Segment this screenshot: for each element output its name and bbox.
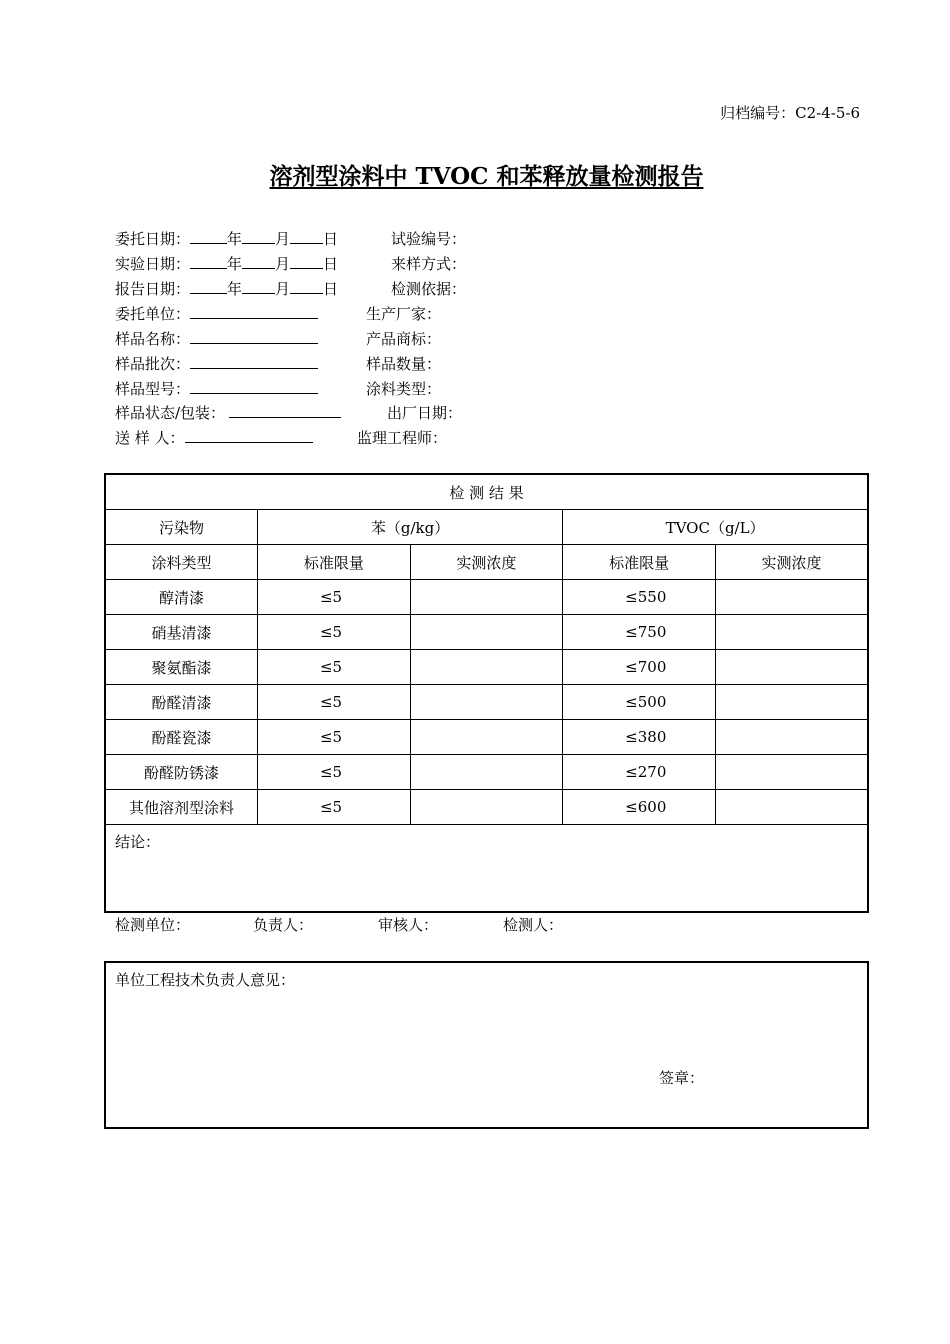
- archive-number: 归档编号：C2-4-5-6: [720, 104, 860, 122]
- entrust-date-line: [115, 228, 467, 252]
- test-unit-label: 检测单位：: [115, 916, 191, 934]
- report-date-label: 报告日期：: [115, 280, 191, 298]
- benzene-limit-header: 标准限量: [257, 545, 410, 580]
- coating-type-cell: 酚醛瓷漆: [105, 720, 257, 755]
- table-row: [105, 720, 868, 755]
- benzene-measured-cell[interactable]: [410, 650, 562, 685]
- tester-label: 检测人：: [503, 916, 564, 934]
- benzene-measured-cell[interactable]: [410, 685, 562, 720]
- sample-batch-label: 样品批次：: [115, 355, 191, 373]
- tvoc-measured-header: 实测浓度: [715, 545, 868, 580]
- tvoc-limit-cell: ≤270: [563, 755, 716, 790]
- sample-state-blank[interactable]: [229, 403, 341, 418]
- month-label: 月: [275, 230, 291, 248]
- test-basis-label: 检测依据：: [391, 280, 467, 298]
- factory-date-label: 出厂日期：: [387, 404, 463, 422]
- month-blank[interactable]: [242, 279, 275, 294]
- manufacturer-label: 生产厂家：: [366, 305, 442, 323]
- opinion-label: 单位工程技术负责人意见：: [115, 971, 296, 989]
- sample-model-label: 样品型号：: [115, 380, 191, 398]
- report-date-line: [115, 278, 467, 302]
- coating-type-cell: 硝基清漆: [105, 615, 257, 650]
- supervisor-label: 监理工程师：: [357, 429, 448, 447]
- test-no-label: 试验编号：: [391, 230, 467, 248]
- month-label: 月: [275, 280, 291, 298]
- tvoc-header: TVOC（g/L）: [563, 510, 868, 545]
- sample-name-blank[interactable]: [190, 329, 318, 344]
- benzene-measured-cell[interactable]: [410, 755, 562, 790]
- year-blank[interactable]: [190, 254, 227, 269]
- benzene-limit-cell: ≤5: [257, 650, 410, 685]
- test-date-label: 实验日期：: [115, 255, 191, 273]
- sample-state-line: [115, 402, 463, 426]
- table-row: [105, 650, 868, 685]
- sample-name-label: 样品名称：: [115, 330, 191, 348]
- benzene-limit-cell: ≤5: [257, 755, 410, 790]
- sender-label: 送 样 人：: [115, 429, 185, 447]
- coating-type-header: 涂料类型: [105, 545, 257, 580]
- benzene-limit-cell: ≤5: [257, 615, 410, 650]
- sender-line: [115, 427, 448, 451]
- pollutant-header: 污染物: [105, 510, 257, 545]
- sample-model-line: [115, 378, 442, 402]
- benzene-limit-cell: ≤5: [257, 790, 410, 825]
- day-label: 日: [323, 230, 339, 248]
- trademark-label: 产品商标：: [366, 330, 442, 348]
- day-blank[interactable]: [290, 254, 323, 269]
- table-caption-row: [105, 474, 868, 510]
- tvoc-limit-cell: ≤750: [563, 615, 716, 650]
- tvoc-measured-cell[interactable]: [715, 685, 868, 720]
- table-row: [105, 580, 868, 615]
- tvoc-limit-cell: ≤600: [563, 790, 716, 825]
- tvoc-limit-cell: ≤500: [563, 685, 716, 720]
- entrust-unit-label: 委托单位：: [115, 305, 191, 323]
- year-blank[interactable]: [190, 279, 227, 294]
- results-table: [104, 473, 869, 913]
- benzene-measured-cell[interactable]: [410, 720, 562, 755]
- table-row: [105, 790, 868, 825]
- sample-name-line: [115, 328, 442, 352]
- benzene-header: 苯（g/kg）: [257, 510, 562, 545]
- reviewer-label: 审核人：: [378, 916, 439, 934]
- tvoc-measured-cell[interactable]: [715, 790, 868, 825]
- year-label: 年: [227, 280, 243, 298]
- coating-type-cell: 其他溶剂型涂料: [105, 790, 257, 825]
- sample-batch-blank[interactable]: [190, 354, 318, 369]
- table-row: [105, 615, 868, 650]
- benzene-limit-cell: ≤5: [257, 685, 410, 720]
- seal-label: 签章：: [659, 1069, 705, 1087]
- table-row: [105, 685, 868, 720]
- conclusion-row: [105, 825, 868, 913]
- benzene-limit-cell: ≤5: [257, 720, 410, 755]
- coating-type-cell: 聚氨酯漆: [105, 650, 257, 685]
- day-blank[interactable]: [290, 229, 323, 244]
- day-label: 日: [323, 280, 339, 298]
- tvoc-limit-cell: ≤550: [563, 580, 716, 615]
- tvoc-limit-header: 标准限量: [563, 545, 716, 580]
- day-blank[interactable]: [290, 279, 323, 294]
- sampling-method-label: 来样方式：: [391, 255, 467, 273]
- sample-model-blank[interactable]: [190, 379, 318, 394]
- sample-state-label: 样品状态/包装：: [115, 404, 226, 422]
- tvoc-measured-cell[interactable]: [715, 580, 868, 615]
- tvoc-limit-cell: ≤700: [563, 650, 716, 685]
- tvoc-limit-cell: ≤380: [563, 720, 716, 755]
- page-title: 溶剂型涂料中 TVOC 和苯释放量检测报告: [269, 163, 704, 190]
- coating-type-cell: 醇清漆: [105, 580, 257, 615]
- tvoc-measured-cell[interactable]: [715, 720, 868, 755]
- year-label: 年: [227, 230, 243, 248]
- benzene-measured-cell[interactable]: [410, 580, 562, 615]
- entrust-date-label: 委托日期：: [115, 230, 191, 248]
- tvoc-measured-cell[interactable]: [715, 650, 868, 685]
- test-date-line: [115, 253, 467, 277]
- benzene-limit-cell: ≤5: [257, 580, 410, 615]
- benzene-measured-cell[interactable]: [410, 790, 562, 825]
- coating-type-label: 涂料类型：: [366, 380, 442, 398]
- month-label: 月: [275, 255, 291, 273]
- coating-type-cell: 酚醛清漆: [105, 685, 257, 720]
- entrust-unit-blank[interactable]: [190, 304, 318, 319]
- tvoc-measured-cell[interactable]: [715, 755, 868, 790]
- day-label: 日: [323, 255, 339, 273]
- year-blank[interactable]: [190, 229, 227, 244]
- responsible-label: 负责人：: [253, 916, 314, 934]
- benzene-measured-header: 实测浓度: [410, 545, 562, 580]
- opinion-box[interactable]: [104, 961, 869, 1129]
- month-blank[interactable]: [242, 254, 275, 269]
- month-blank[interactable]: [242, 229, 275, 244]
- subheader-row: [105, 545, 868, 580]
- entrust-unit-line: [115, 303, 442, 327]
- coating-type-cell: 酚醛防锈漆: [105, 755, 257, 790]
- year-label: 年: [227, 255, 243, 273]
- table-row: [105, 755, 868, 790]
- tvoc-measured-cell[interactable]: [715, 615, 868, 650]
- pollutant-row: [105, 510, 868, 545]
- benzene-measured-cell[interactable]: [410, 615, 562, 650]
- sender-blank[interactable]: [185, 428, 313, 443]
- sample-qty-label: 样品数量：: [366, 355, 442, 373]
- sample-batch-line: [115, 353, 442, 377]
- conclusion-cell[interactable]: 结论：: [105, 825, 868, 913]
- table-caption: 检 测 结 果: [105, 474, 868, 510]
